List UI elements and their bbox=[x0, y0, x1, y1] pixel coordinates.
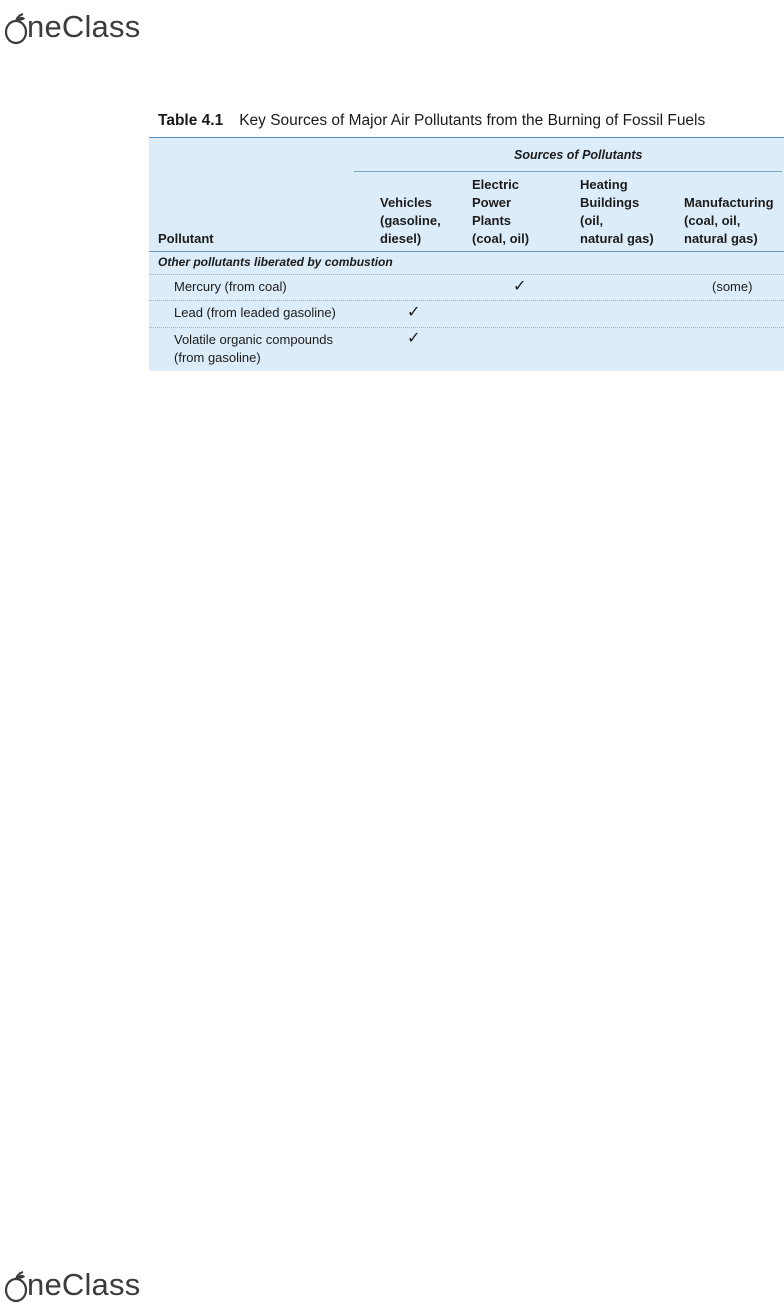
column-header-manufacturing bbox=[684, 194, 774, 248]
table-number: Table 4.1 bbox=[158, 112, 224, 129]
header-line: Electric bbox=[472, 177, 519, 192]
header-line: (gasoline, bbox=[380, 213, 441, 228]
oneclass-logo-top bbox=[0, 0, 140, 44]
pollutants-table bbox=[149, 137, 784, 371]
column-header-electric bbox=[472, 176, 529, 248]
header-line: (coal, oil) bbox=[472, 231, 530, 246]
group-label: Other pollutants liberated by combustion bbox=[158, 255, 393, 269]
cell-manufacturing-some: (some) bbox=[712, 279, 753, 294]
header-line: diesel) bbox=[380, 231, 422, 246]
row-label-voc bbox=[174, 331, 333, 367]
column-header-vehicles bbox=[380, 194, 441, 248]
header-line: Plants bbox=[472, 213, 512, 228]
column-header-pollutant: Pollutant bbox=[158, 231, 214, 246]
row-divider bbox=[149, 300, 784, 301]
header-line: (oil, bbox=[580, 213, 604, 228]
check-icon: ✓ bbox=[407, 330, 421, 347]
header-line: Power bbox=[472, 195, 512, 210]
sources-header: Sources of Pollutants bbox=[514, 148, 643, 162]
header-line: Buildings bbox=[580, 195, 640, 210]
row-divider bbox=[149, 274, 784, 275]
header-line: (coal, oil, bbox=[684, 213, 741, 228]
header-line: Manufacturing bbox=[684, 195, 774, 210]
oneclass-logo-bottom bbox=[0, 1258, 140, 1302]
header-line: Heating bbox=[580, 177, 628, 192]
row-label-line: (from gasoline) bbox=[174, 350, 261, 365]
table-caption bbox=[158, 112, 784, 130]
header-line: natural gas) bbox=[580, 231, 654, 246]
logo-text: neClass bbox=[27, 1267, 141, 1302]
apple-o-icon bbox=[4, 12, 30, 44]
sources-header-rule bbox=[354, 171, 782, 172]
row-label-lead: Lead (from leaded gasoline) bbox=[174, 305, 336, 320]
check-icon: ✓ bbox=[407, 304, 421, 321]
row-divider bbox=[149, 327, 784, 328]
header-rule bbox=[149, 251, 784, 252]
row-label-line: Volatile organic compounds bbox=[174, 332, 333, 347]
logo-text: neClass bbox=[27, 9, 141, 44]
header-line: natural gas) bbox=[684, 231, 758, 246]
row-label-mercury: Mercury (from coal) bbox=[174, 279, 287, 294]
apple-o-icon bbox=[4, 1270, 30, 1302]
header-line: Vehicles bbox=[380, 195, 433, 210]
column-header-heating bbox=[580, 176, 654, 248]
table-title: Key Sources of Major Air Pollutants from the Burning of Fossil Fuels bbox=[239, 112, 706, 129]
check-icon: ✓ bbox=[513, 278, 527, 295]
